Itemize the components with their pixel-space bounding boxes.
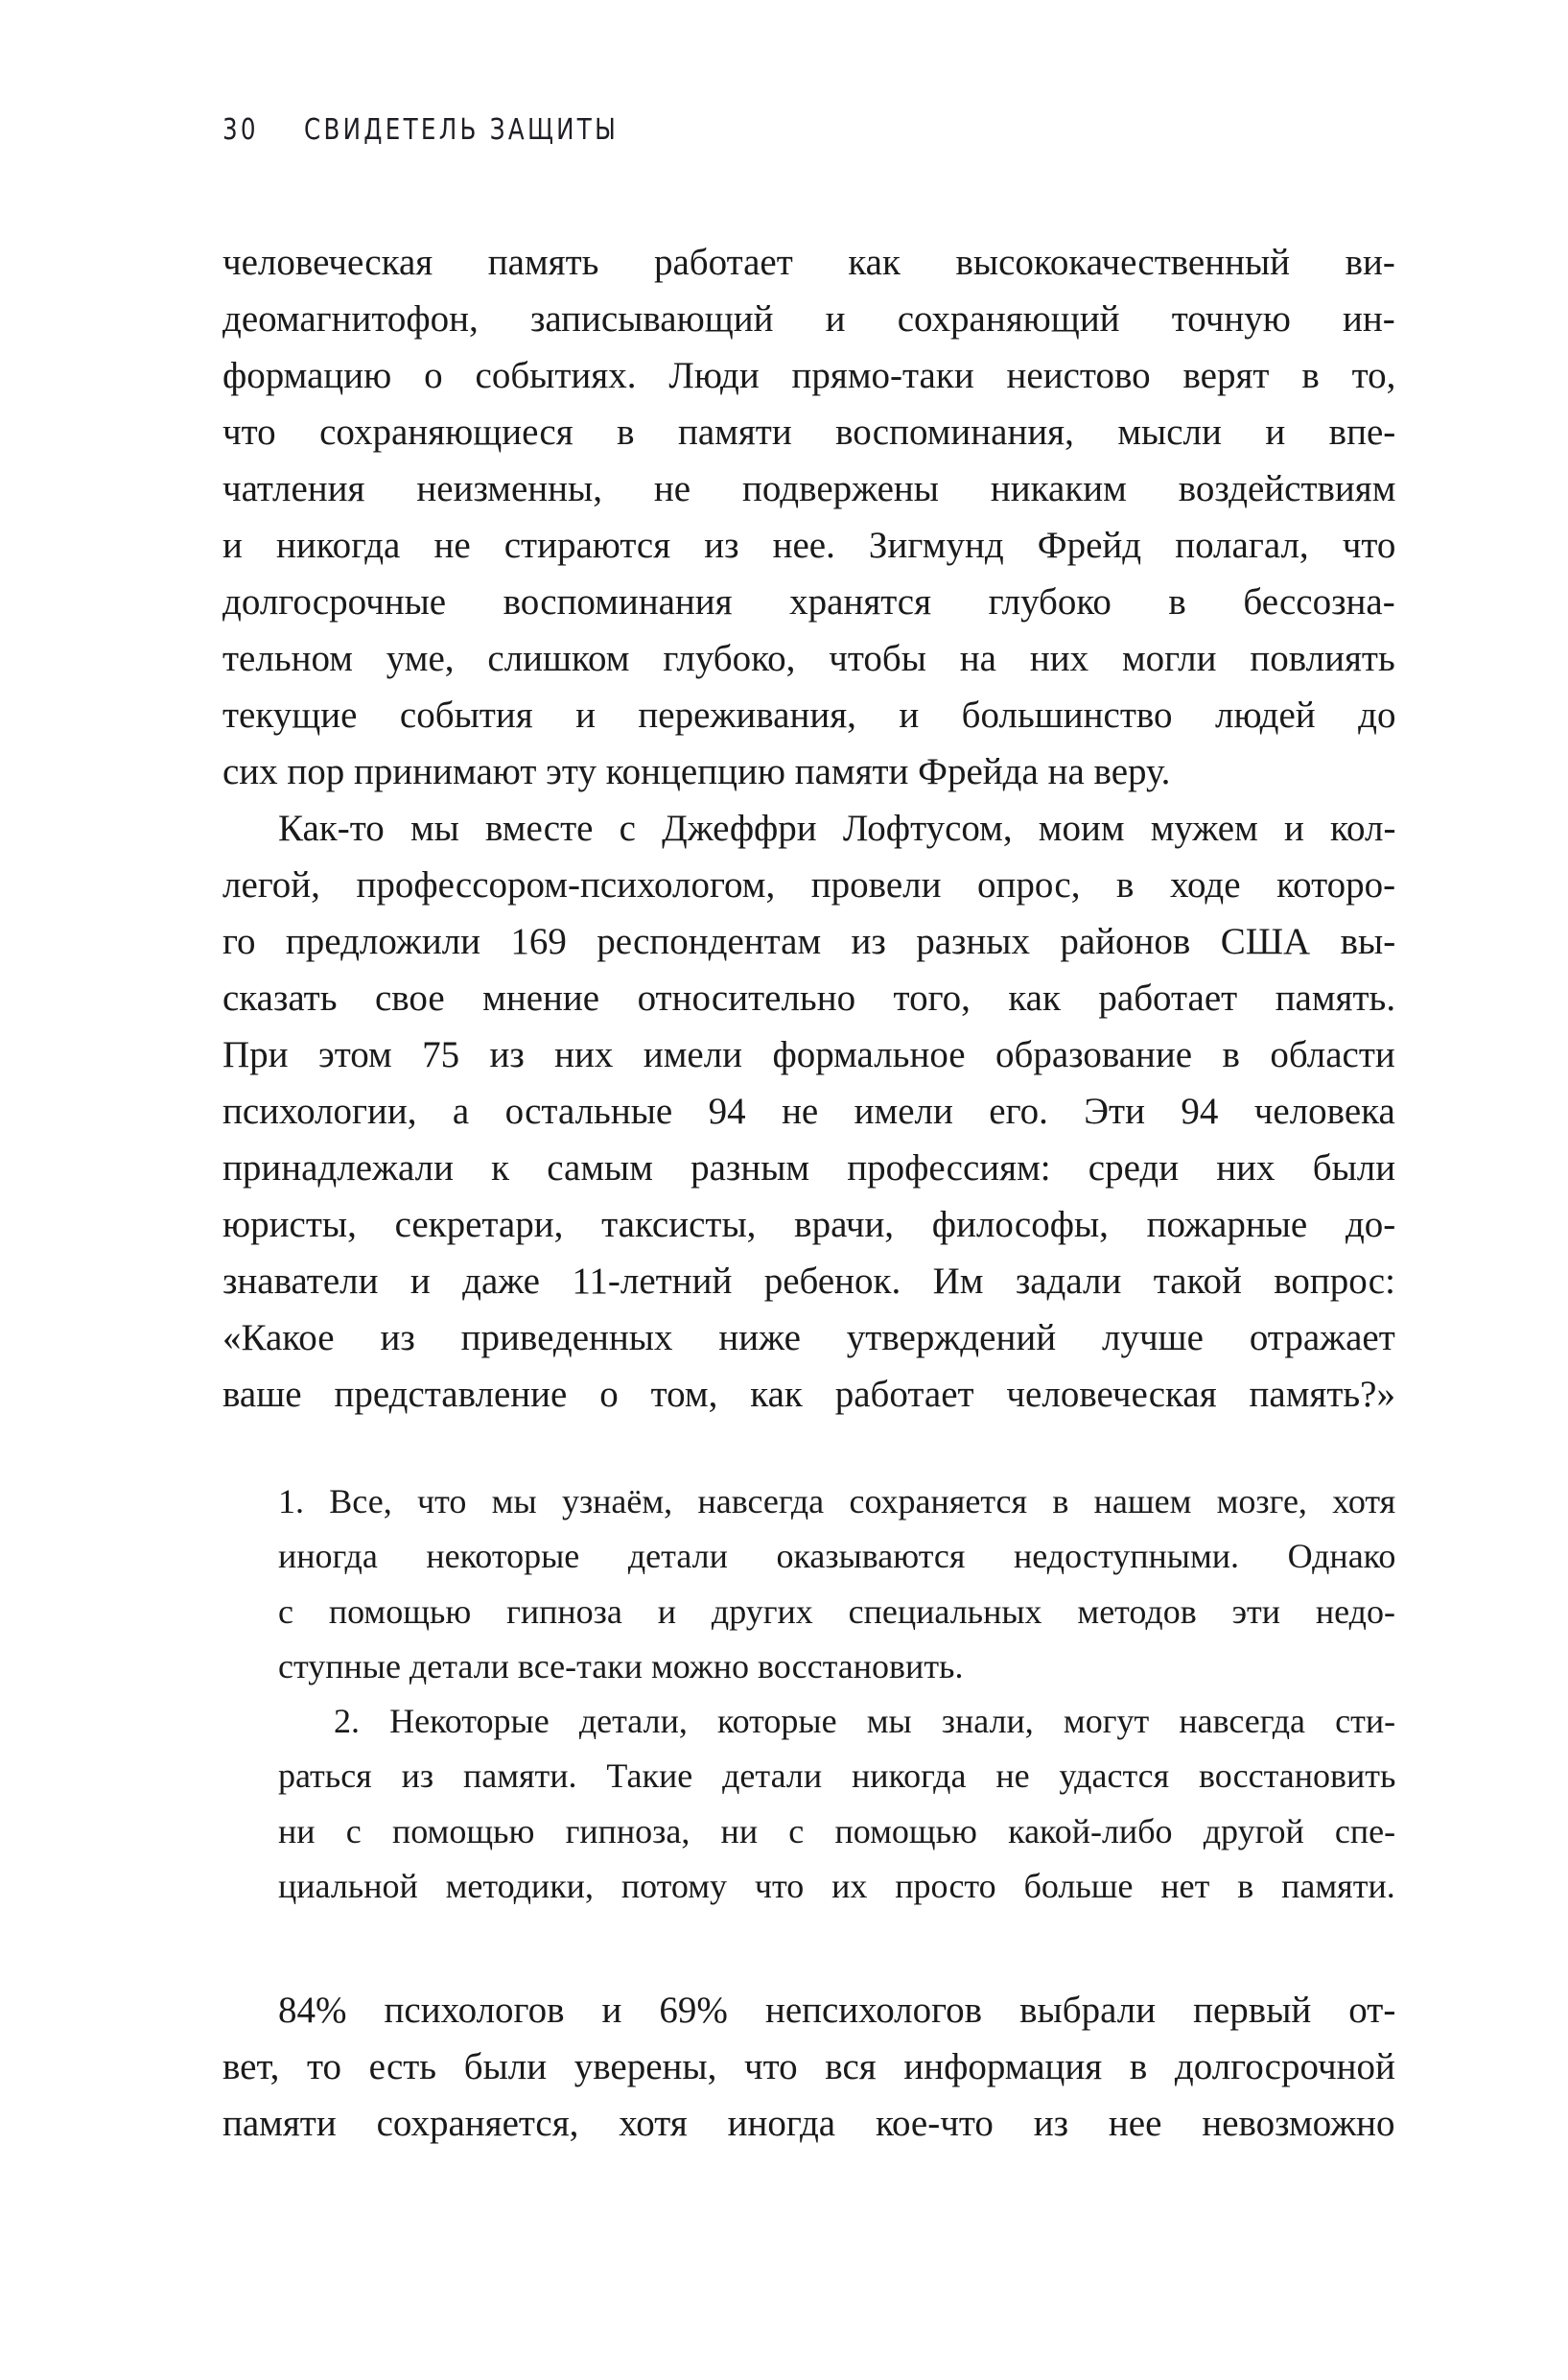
list-line: 2. Некоторые детали, которые мы знали, могут навсегда сти-: [334, 1702, 1396, 1741]
list-line: ступные детали все-таки можно восстановить.: [278, 1646, 964, 1685]
text-line: «Какое из приведенных ниже утверждений лучше отражает: [222, 1317, 1395, 1358]
text-line: сих пор принимают эту концепцию памяти Фрейда на веру.: [222, 751, 1171, 792]
page-number: 30: [222, 112, 259, 147]
text-line: психологии, а остальные 94 не имели его. Эти 94 человека: [222, 1091, 1395, 1132]
text-line: тельном уме, слишком глубоко, чтобы на них могли повлиять: [222, 638, 1395, 679]
text-line: чатления неизменны, не подвержены никаким воздействиям: [222, 468, 1396, 509]
list-line: 1. Все, что мы узнаём, навсегда сохраняется в нашем мозге, хотя: [278, 1482, 1396, 1520]
text-line: деомагнитофон, записывающий и сохраняющий точную ин-: [222, 298, 1395, 340]
list-line: иногда некоторые детали оказываются недоступными. Однако: [278, 1537, 1396, 1576]
text-line: памяти сохраняется, хотя иногда кое-что из нее невозможно: [222, 2103, 1395, 2144]
paragraph-2: [222, 800, 1395, 1423]
paragraph-1: [222, 234, 1395, 800]
list-item-2: [278, 1694, 1395, 1914]
text-line: человеческая память работает как высококачественный ви-: [222, 242, 1395, 283]
list-line: ни с помощью гипноза, ни с помощью какой-либо другой спе-: [278, 1811, 1396, 1850]
text-line: вет, то есть были уверены, что вся информация в долгосрочной: [222, 2046, 1395, 2087]
list-line: раться из памяти. Такие детали никогда не удастся восстановить: [278, 1756, 1396, 1796]
numbered-list: [278, 1474, 1395, 1914]
text-line: формацию о событиях. Люди прямо-таки неистово верят в то,: [222, 355, 1396, 396]
text-line: При этом 75 из них имели формальное образование в области: [222, 1034, 1395, 1075]
text-line: долгосрочные воспоминания хранятся глубоко в бессозна-: [222, 581, 1395, 623]
text-line: что сохраняющиеся в памяти воспоминания, мысли и впе-: [222, 412, 1396, 453]
list-item-1: [278, 1474, 1395, 1694]
text-line: текущие события и переживания, и большинство людей до: [222, 695, 1396, 736]
text-line: знаватели и даже 11-летний ребенок. Им задали такой вопрос:: [222, 1261, 1395, 1302]
text-line: 84% психологов и 69% непсихологов выбрали первый от-: [278, 1990, 1396, 2031]
list-line: циальной методики, потому что их просто больше нет в памяти.: [278, 1867, 1395, 1906]
text-line: ваше представление о том, как работает человеческая память?»: [222, 1374, 1395, 1415]
paragraph-3: [222, 1982, 1395, 2152]
text-line: и никогда не стираются из нее. Зигмунд Фрейд полагал, что: [222, 525, 1396, 566]
list-line: с помощью гипноза и других специальных методов эти недо-: [278, 1591, 1395, 1631]
text-line: го предложили 169 респондентам из разных районов США вы-: [222, 921, 1396, 962]
text-line: Как-то мы вместе с Джеффри Лофтусом, моим мужем и кол-: [278, 808, 1396, 849]
running-header: [222, 113, 688, 146]
running-title: СВИДЕТЕЛЬ ЗАЩИТЫ: [304, 112, 620, 147]
text-line: юристы, секретари, таксисты, врачи, философы, пожарные до-: [222, 1204, 1396, 1245]
text-line: легой, профессором-психологом, провели опрос, в ходе которо-: [222, 864, 1396, 906]
text-line: сказать свое мнение относительно того, как работает память.: [222, 978, 1396, 1019]
text-line: принадлежали к самым разным профессиям: среди них были: [222, 1147, 1396, 1189]
